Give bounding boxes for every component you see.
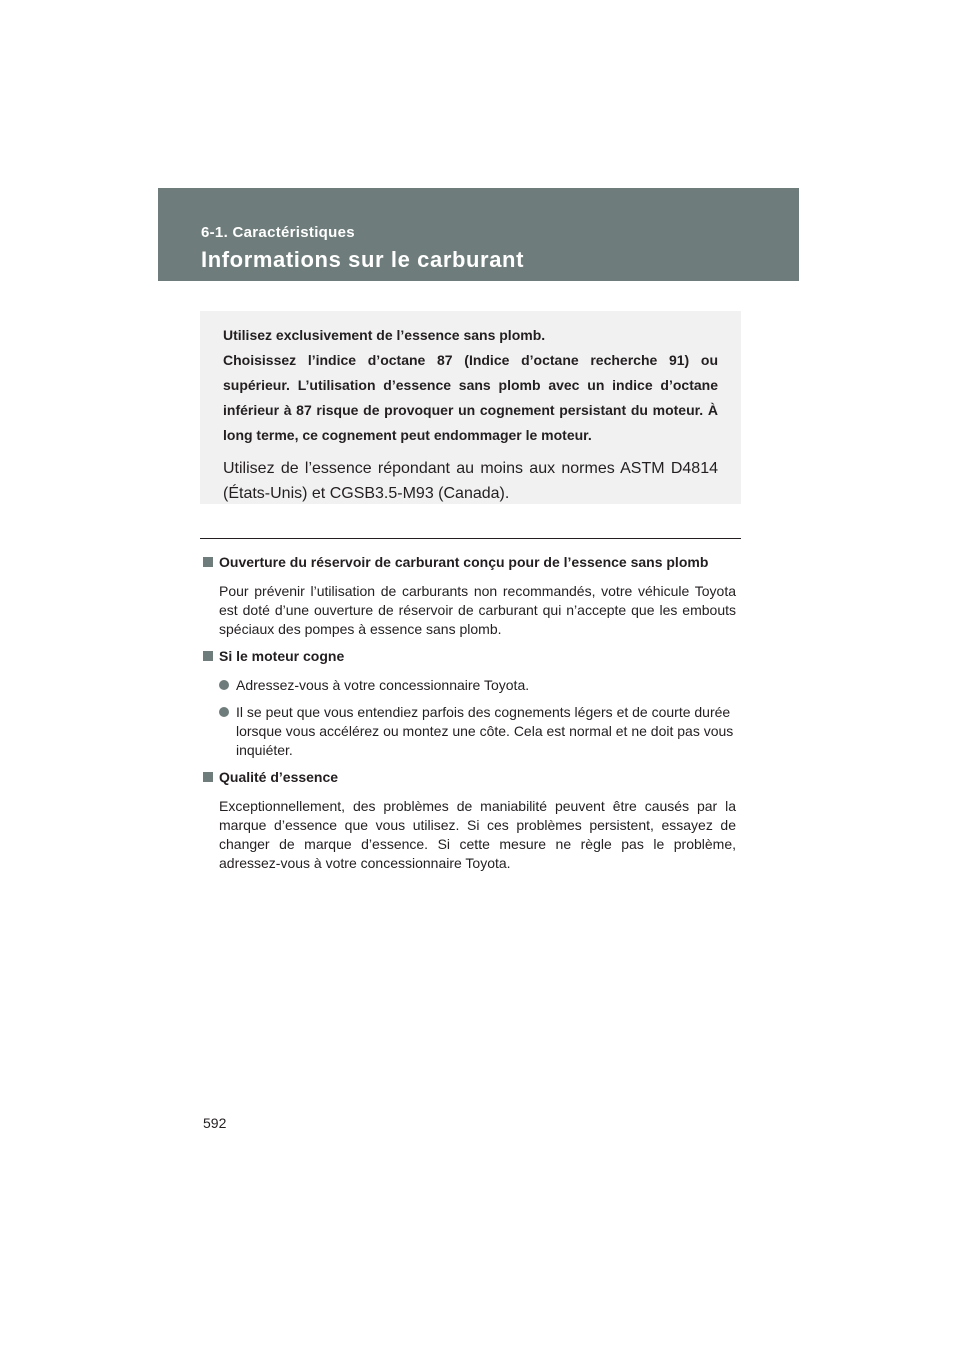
square-bullet-icon xyxy=(203,557,213,567)
page-number: 592 xyxy=(203,1115,227,1131)
topic-heading xyxy=(203,768,736,787)
topic-text: Pour prévenir l’utilisation de carburants non recommandés, votre véhicule Toyota est doté d’une ouverture de réservoir de carburant qui n’accepte que les embouts spéciaux des pompes à essence sans plomb. xyxy=(219,583,736,637)
notice-box xyxy=(200,311,741,504)
notice-bold-paragraph: Choisissez l’indice d’octane 87 (Indice d’octane recherche 91) ou supérieur. L’utilisation d’essence sans plomb avec un indice d’octane inférieur à 87 risque de provoquer un cognement persistant du moteur. À long terme, ce cognement peut endommager le moteur. xyxy=(223,352,718,443)
topic-heading-text: Ouverture du réservoir de carburant conçu pour de l’essence sans plomb xyxy=(219,554,709,570)
topic-engine-knock xyxy=(203,647,736,760)
topic-heading xyxy=(203,553,736,572)
topic-heading xyxy=(203,647,736,666)
notice-regular-paragraph: Utilisez de l’essence répondant au moins aux normes ASTM D4814 (États-Unis) et CGSB3.5-M93 (Canada). xyxy=(223,460,718,502)
topic-heading-text: Si le moteur cogne xyxy=(219,648,345,664)
divider xyxy=(200,538,741,539)
list-item-text: Il se peut que vous entendiez parfois des cognements légers et de courte durée lorsque vous accélérez ou montez une côte. Cela est normal et ne doit pas vous inquiéter. xyxy=(236,704,734,758)
page-title: Informations sur le carburant xyxy=(201,247,525,272)
round-bullet-icon xyxy=(219,707,229,717)
topic-fuel-quality xyxy=(203,768,736,873)
square-bullet-icon xyxy=(203,651,213,661)
section-header xyxy=(158,188,799,281)
section-label: 6-1. Caractéristiques xyxy=(201,224,355,241)
topic-text: Exceptionnellement, des problèmes de maniabilité peuvent être causés par la marque d’essence que vous utilisez. Si ces problèmes persistent, essayez de changer de marque d’essence. Si cette mesure ne règle pas le problème, adressez-vous à votre concessionnaire Toyota. xyxy=(219,798,736,871)
notice-bold-line: Utilisez exclusivement de l’essence sans plomb. xyxy=(223,327,546,343)
topic-heading-text: Qualité d’essence xyxy=(219,769,339,785)
square-bullet-icon xyxy=(203,772,213,782)
round-bullet-icon xyxy=(219,680,229,690)
list-item xyxy=(203,703,736,760)
content xyxy=(203,553,736,881)
topic-fuel-opening xyxy=(203,553,736,639)
list-item xyxy=(203,676,736,695)
list-item-text: Adressez-vous à votre concessionnaire Toyota. xyxy=(236,677,530,693)
